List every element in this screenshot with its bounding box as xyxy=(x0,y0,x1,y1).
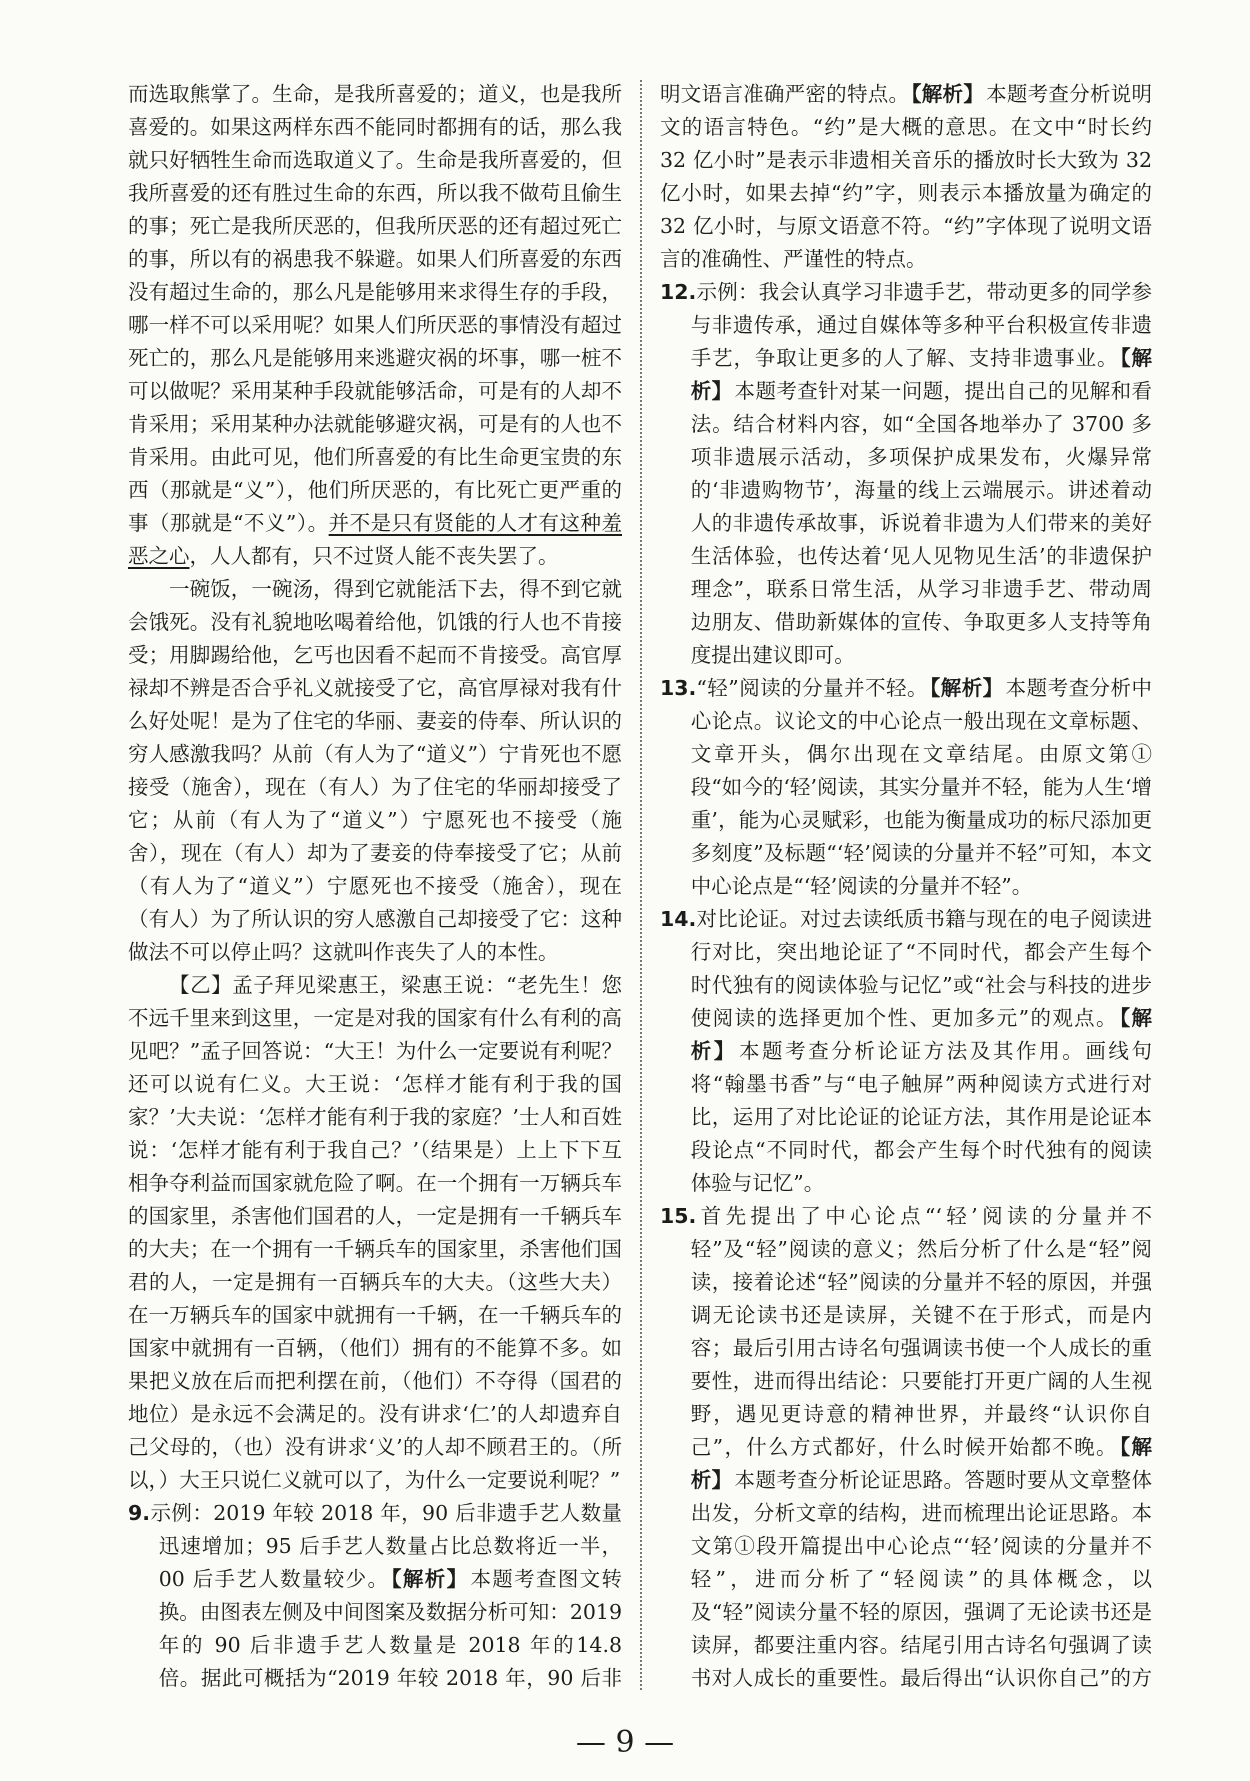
analysis-tag: 【解析】 xyxy=(911,82,985,106)
answer-14 xyxy=(660,903,1152,1200)
answer-15 xyxy=(660,1200,1152,1698)
answer-text: 明文语言准确严密的特点。 xyxy=(660,82,910,106)
left-column xyxy=(128,78,622,1698)
translation-paragraph-2: 一碗饭，一碗汤，得到它就能活下去，得不到它就会饿死。没有礼貌地吆喝着给他，饥饿的行人也不肯接受；用脚踢给他，乞丐也因看不起而不肯接受。高官厚禄却不辨是否合乎礼义就接受了它，高官厚禄对我有什么好处呢！是为了住宅的华丽、妻妾的侍奉、所认识的穷人感激我吗？从前（有人为了“道义”）宁肯死也不愿接受（施舍），现在（有人）为了住宅的华丽却接受了它；从前（有人为了“道义”）宁愿死也不接受（施舍），现在（有人）却为了妻妾的侍奉接受了它；从前（有人为了“道义”）宁愿死也不接受（施舍），现在（有人）为了所认识的穷人感激自己却接受了它：这种做法不可以停止吗？这就叫作丧失了人的本性。 xyxy=(128,577,622,964)
paragraph-text: ，人人都有，只不过贤人能不丧失罢了。 xyxy=(189,544,559,568)
answer-11-continued xyxy=(660,78,1152,276)
analysis-text: 本题考查分析中心论点。议论文的中心论点一般出现在文章标题、文章开头，偶尔出现在文章结尾。由原文第①段“如今的‘轻’阅读，其实分量并不轻，能为人生‘增重’，能为心灵赋彩，也能为衡量成功的标尺添加更多刻度”及标题“‘轻’阅读的分量并不轻”可知，本文中心论点是“‘轻’阅读的分量并不轻”。 xyxy=(690,676,1152,898)
analysis-tag: 【解析】 xyxy=(391,1567,469,1591)
answer-number: 14. xyxy=(660,907,697,931)
analysis-tag: 【解析】 xyxy=(690,1435,1152,1492)
analysis-text: 本题考查分析论证方法及其作用。画线句将“翰墨书香”与“电子触屏”两种阅读方式进行对比，运用了对比论证的论证方法，其作用是论证本段论点“不同时代，都会产生每个时代独有的阅读体验与记忆”。 xyxy=(690,1039,1152,1195)
answer-12 xyxy=(660,276,1152,672)
analysis-text: 本题考查分析论证思路。答题时要从文章整体出发，分析文章的结构，进而梳理出论证思路。本文第①段开篇提出中心论点“‘轻’阅读的分量并不轻”，进而分析了“轻阅读”的具体概念，以及“轻”阅读分量不轻的原因，强调了无论读书还是读屏，都要注重内容。结尾引用古诗名句强调了读书对人成长的重要性。最后得出“认识你自己”的方 xyxy=(690,1468,1152,1690)
page-number: — 9 — xyxy=(575,1725,675,1760)
column-divider xyxy=(640,80,642,1690)
analysis-text: 本题考查图文转换。由图表左侧及中间图案及数据分析可知：2019 年的 90 后非遗手艺人数量是 2018 年的14.8 倍。据此可概括为“2019 年较 2018 年，90 后非 xyxy=(158,1567,622,1690)
underlined-sentence: 并不是只有贤能的人才有这种羞恶之心 xyxy=(128,511,622,568)
analysis-tag: 【解析】 xyxy=(690,1006,1152,1063)
analysis-tag: 【解析】 xyxy=(930,676,1004,700)
answer-text: 首先提出了中心论点“‘轻’阅读的分量并不轻”及“轻”阅读的意义；然后分析了什么是“轻”阅读，接着论述“轻”阅读的分量并不轻的原因，并强调无论读书还是读屏，关键不在于形式，而是内容；最后引用古诗名句强调读书使一个人成长的重要性，进而得出结论：只要能打开更广阔的人生视野，遇见更诗意的精神世界，并最终“认识你自己”，什么方式都好，什么时候开始都不晚。 xyxy=(690,1204,1152,1459)
paragraph-text: 而选取熊掌了。生命，是我所喜爱的；道义，也是我所喜爱的。如果这两样东西不能同时都拥有的话，那么我就只好牺牲生命而选取道义了。生命是我所喜爱的，但我所喜爱的还有胜过生命的东西，所以我不做苟且偷生的事；死亡是我所厌恶的，但我所厌恶的还有超过死亡的事，所以有的祸患我不躲避。如果人们所喜爱的东西没有超过生命的，那么凡是能够用来求得生存的手段，哪一样不可以采用呢？如果人们所厌恶的事情没有超过死亡的，那么凡是能够用来逃避灾祸的坏事，哪一桩不可以做呢？采用某种手段就能够活命，可是有的人却不肯采用；采用某种办法就能够避灾祸，可是有的人也不肯采用。由此可见，他们所喜爱的有比生命更宝贵的东西（那就是“义”），他们所厌恶的，有比死亡更严重的事（那就是“不义”）。 xyxy=(128,82,622,535)
answer-text: 示例：我会认真学习非遗手艺，带动更多的同学参与非遗传承，通过自媒体等多种平台积极宣传非遗手艺，争取让更多的人了解、支持非遗事业。 xyxy=(690,280,1152,370)
analysis-text: 本题考查分析说明文的语言特色。“约”是大概的意思。在文中“时长约 32 亿小时”是表示非遗相关音乐的播放时长大致为 32 亿小时，如果去掉“约”字，则表示本播放量为确定的 32 亿小时，与原文语意不符。“约”字体现了说明文语言的准确性、严谨性的特点。 xyxy=(660,82,1152,271)
answer-9 xyxy=(128,1497,622,1698)
analysis-tag: 【解析】 xyxy=(690,346,1152,403)
answer-text: 示例：2019 年较 2018 年，90 后非遗手艺人数量迅速增加；95 后手艺人数量占比总数将近一半，00 后手艺人数量较少。 xyxy=(150,1501,622,1591)
answer-number: 13. xyxy=(660,676,697,700)
translation-paragraph-3: 【乙】孟子拜见梁惠王，梁惠王说：“老先生！您不远千里来到这里，一定是对我的国家有什么有利的高见吧？”孟子回答说：“大王！为什么一定要说有利呢？还可以说有仁义。大王说：‘怎样才能有利于我的国家？’大夫说：‘怎样才能有利于我的家庭？’士人和百姓说：‘怎样才能有利于我自己？’（结果是）上上下下互相争夺利益而国家就危险了啊。在一个拥有一万辆兵车的国家里，杀害他们国君的人，一定是拥有一千辆兵车的大夫；在一个拥有一千辆兵车的国家里，杀害他们国君的人，一定是拥有一百辆兵车的大夫。（这些大夫）在一万辆兵车的国家中就拥有一千辆，在一千辆兵车的国家中就拥有一百辆，（他们）拥有的不能算不多。如果把义放在后而把利摆在前，（他们）不夺得（国君的地位）是永远不会满足的。没有讲求‘仁’的人却遗弃自己父母的，（也）没有讲求‘义’的人却不顾君王的。（所以，）大王只说仁义就可以了，为什么一定要说利呢？” xyxy=(128,973,622,1492)
answer-number: 12. xyxy=(660,280,697,304)
answer-number: 9. xyxy=(128,1501,151,1525)
answer-number: 15. xyxy=(660,1204,697,1228)
analysis-text: 本题考查针对某一问题，提出自己的见解和看法。结合材料内容，如“全国各地举办了 3700 多项非遗展示活动，多项保护成果发布，火爆异常的‘非遗购物节’，海量的线上云端展示。讲述着动人的非遗传承故事，诉说着非遗为人们带来的美好生活体验，也传达着‘见人见物见生活’的非遗保护理念”，联系日常生活，从学习非遗手艺、带动周边朋友、借助新媒体的宣传、争取更多人支持等角度提出建议即可。 xyxy=(690,379,1152,667)
answer-text: 对比论证。对过去读纸质书籍与现在的电子阅读进行对比，突出地论证了“不同时代，都会产生每个时代独有的阅读体验与记忆”或“社会与科技的进步使阅读的选择更加个性、更加多元”的观点。 xyxy=(690,907,1152,1030)
answer-13 xyxy=(660,672,1152,903)
translation-paragraph-1 xyxy=(128,78,622,573)
right-column xyxy=(660,78,1152,1698)
answer-text: “轻”阅读的分量并不轻。 xyxy=(696,676,928,700)
